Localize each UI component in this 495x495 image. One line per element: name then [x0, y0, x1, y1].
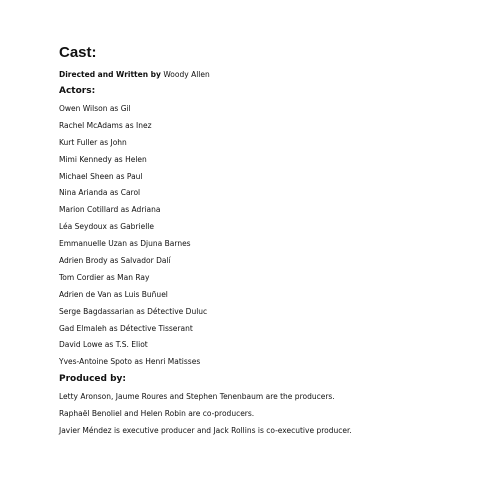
- actor-item: Gad Elmaleh as Détective Tisserant: [59, 323, 193, 333]
- document-page: [59, 44, 479, 442]
- actor-item: Serge Bagdassarian as Détective Duluc: [59, 306, 208, 316]
- actor-item: Owen Wilson as Gil: [59, 104, 131, 113]
- producer-item: Raphaël Benoliel and Helen Robin are co-producers.: [59, 409, 255, 419]
- actor-item: Adrien Brody as Salvador Dalí: [59, 256, 171, 266]
- producer-item: Javier Méndez is executive producer and Jack Rollins is co-executive producer.: [59, 426, 352, 436]
- actor-item: Tom Cordier as Man Ray: [59, 272, 150, 282]
- actor-item: Nina Arianda as Carol: [59, 188, 141, 198]
- directed-line: [59, 69, 479, 80]
- actor-item: Adrien de Van as Luis Buñuel: [59, 289, 168, 299]
- cast-heading: Cast:: [59, 44, 97, 61]
- actor-item: Kurt Fuller as John: [59, 137, 127, 147]
- actor-item: Yves-Antoine Spoto as Henri Matisses: [59, 357, 201, 367]
- actor-item: Michael Sheen as Paul: [59, 171, 143, 181]
- actor-item: Marion Cotillard as Adriana: [59, 205, 161, 215]
- producer-item: Letty Aronson, Jaume Roures and Stephen Tenenbaum are the producers.: [59, 392, 335, 402]
- produced-heading: Produced by:: [59, 374, 126, 385]
- actor-item: David Lowe as T.S. Eliot: [59, 340, 148, 350]
- actor-list: [59, 103, 479, 367]
- actor-item: Mimi Kennedy as Helen: [59, 154, 147, 164]
- actor-item: Rachel McAdams as Inez: [59, 120, 152, 130]
- actor-item: Léa Seydoux as Gabrielle: [59, 222, 154, 232]
- actors-heading: Actors:: [59, 86, 96, 96]
- actor-item: Emmanuelle Uzan as Djuna Barnes: [59, 239, 191, 249]
- director-name: Woody Allen: [163, 70, 210, 79]
- directed-label: Directed and Written by: [59, 70, 161, 79]
- producer-list: [59, 391, 479, 436]
